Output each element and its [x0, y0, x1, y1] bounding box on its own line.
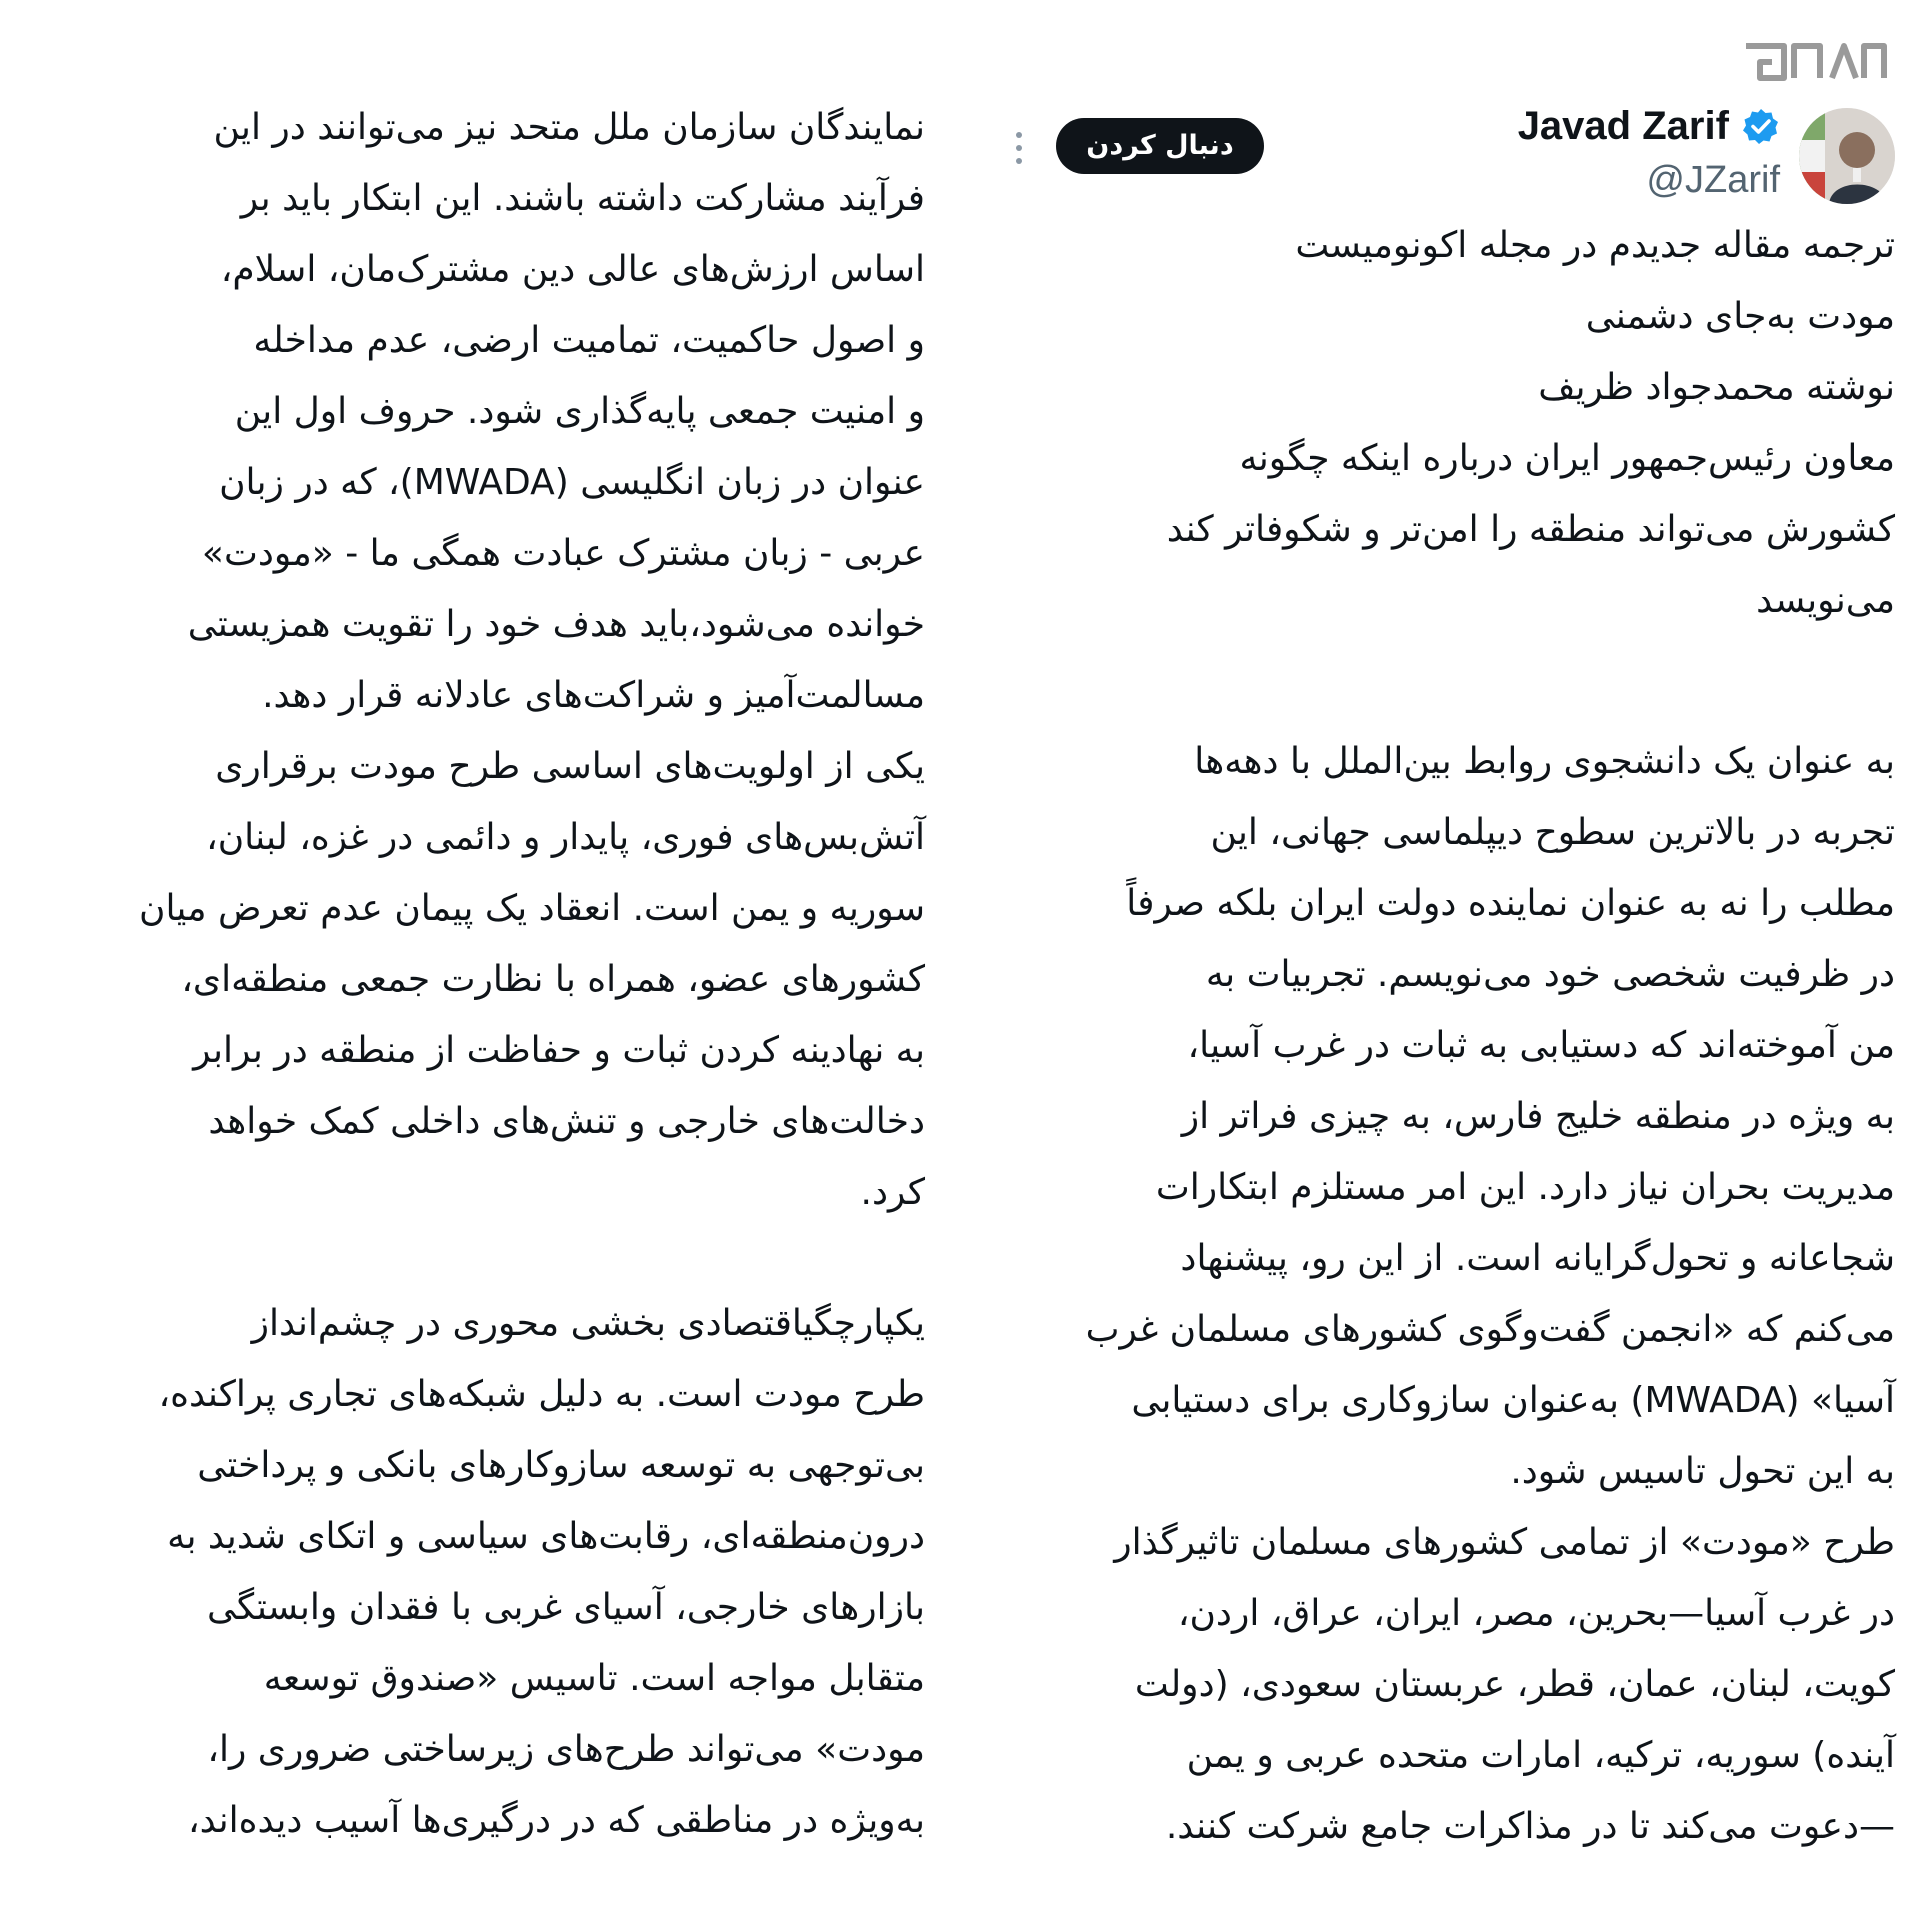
text-line: در ظرفیت شخصی خود می‌نویسم. تجربیات به — [1205, 954, 1895, 995]
text-line: کرد. — [860, 1172, 925, 1213]
verified-badge-icon — [1742, 107, 1780, 145]
text-line: یکی از اولویت‌های اساسی طرح مودت برقراری — [215, 746, 925, 787]
text-line: شجاعانه و تحول‌گرایانه است. از این رو، پیشنهاد — [1180, 1238, 1895, 1279]
text-line: و اصول حاکمیت، تمامیت ارضی، عدم مداخله — [253, 320, 925, 361]
author-handle[interactable]: @JZarif — [1646, 159, 1780, 201]
text-line: آسیا» (MWADA) به‌عنوان سازوکاری برای دستیابی — [1131, 1380, 1895, 1421]
text-line: مودت» می‌تواند طرح‌های زیرساختی ضروری را، — [207, 1729, 925, 1770]
paragraph-gap — [35, 1228, 925, 1288]
text-line: اساس ارزش‌های عالی دین مشترک‌مان، اسلام، — [220, 249, 925, 290]
avatar-image — [1799, 108, 1895, 204]
tweet-text-right-column — [985, 210, 1895, 1862]
text-line: به این تحول تاسیس شود. — [1510, 1451, 1895, 1492]
text-line: ترجمه مقاله جدیدم در مجله اکونومیست — [1295, 225, 1895, 266]
text-line: بی‌توجهی به توسعه سازوکارهای بانکی و پرداختی — [197, 1445, 925, 1486]
text-line: کشورهای عضو، همراه با نظارت جمعی منطقه‌ای، — [181, 959, 925, 1000]
text-line: عربی - زبان مشترک عبادت همگی ما - «مودت» — [201, 533, 925, 574]
site-logo-watermark — [1740, 32, 1890, 90]
text-line: مطلب را نه به عنوان نماینده دولت ایران بلکه صرفاً — [1126, 883, 1895, 924]
text-line: سوریه و یمن است. انعقاد یک پیمان عدم تعرض میان — [139, 888, 925, 929]
tweet-text-left-column — [35, 92, 925, 1856]
text-line: به‌ویژه در مناطقی که در درگیری‌ها آسیب دیده‌اند، — [188, 1800, 925, 1841]
text-line: به عنوان یک دانشجوی روابط بین‌الملل با دهه‌ها — [1194, 741, 1895, 782]
text-line: طرح «مودت» از تمامی کشورهای مسلمان تاثیرگذار — [1114, 1522, 1895, 1563]
text-line: به ویژه در منطقه خلیج فارس، به چیزی فراتر از — [1181, 1096, 1895, 1137]
text-line: مودت به‌جای دشمنی — [1585, 296, 1895, 337]
text-line: می‌نویسد — [1756, 580, 1895, 621]
profile-avatar[interactable] — [1799, 108, 1895, 204]
text-line: دخالت‌های خارجی و تنش‌های داخلی کمک خواهد — [208, 1101, 925, 1142]
text-line: تجربه در بالاترین سطوح دیپلماسی جهانی، این — [1210, 812, 1895, 853]
text-line: بازارهای خارجی، آسیای غربی با فقدان وابستگی — [207, 1587, 925, 1628]
text-line: من آموخته‌اند که دستیابی به ثبات در غرب آسیا، — [1187, 1025, 1895, 1066]
text-line: آتش‌بس‌های فوری، پایدار و دائمی در غزه، لبنان، — [206, 817, 925, 858]
text-line: عنوان در زبان انگلیسی (MWADA)، که در زبان — [219, 462, 925, 503]
text-line: در غرب آسیا—بحرین، مصر، ایران، عراق، اردن، — [1177, 1593, 1895, 1634]
text-line: فرآیند مشارکت داشته باشند. این ابتکار باید بر — [240, 178, 925, 219]
text-line: یکپارچگیاقتصادی بخشی محوری در چشم‌انداز — [251, 1303, 925, 1344]
follow-button[interactable]: دنبال کردن — [1056, 118, 1264, 174]
text-line: طرح مودت است. به دلیل شبکه‌های تجاری پراکنده، — [158, 1374, 925, 1415]
text-line: خوانده می‌شود،باید هدف خود را تقویت همزیستی — [187, 604, 925, 645]
text-line: و امنیت جمعی پایه‌گذاری شود. حروف اول این — [234, 391, 925, 432]
text-line: کشورش می‌تواند منطقه را امن‌تر و شکوفاتر کند — [1166, 509, 1895, 550]
text-line: آینده) سوریه، ترکیه، امارات متحده عربی و یمن — [1186, 1735, 1895, 1776]
text-line: درون‌منطقه‌ای، رقابت‌های سیاسی و اتکای شدید به — [167, 1516, 925, 1557]
text-line: مسالمت‌آمیز و شراکت‌های عادلانه قرار دهد. — [262, 675, 925, 716]
text-line: نوشته محمدجواد ظریف — [1538, 367, 1895, 408]
text-line: نمایندگان سازمان ملل متحد نیز می‌توانند در این — [213, 107, 925, 148]
user-info — [1518, 100, 1780, 204]
tweet-header — [1000, 100, 1895, 210]
text-line: مدیریت بحران نیاز دارد. این امر مستلزم ابتکارات — [1155, 1167, 1895, 1208]
text-line: معاون رئیس‌جمهور ایران درباره اینکه چگونه — [1239, 438, 1895, 479]
text-line: می‌کنم که «انجمن گفت‌وگوی کشورهای مسلمان غرب — [1085, 1309, 1895, 1350]
author-display-name[interactable]: Javad Zarif — [1517, 104, 1729, 148]
text-line: متقابل مواجه است. تاسیس «صندوق توسعه — [263, 1658, 925, 1699]
text-line: به نهادینه کردن ثبات و حفاظت از منطقه در برابر — [193, 1030, 925, 1071]
text-line: کویت، لبنان، عمان، قطر، عربستان سعودی، (دولت — [1134, 1664, 1895, 1705]
text-line: —دعوت می‌کند تا در مذاکرات جامع شرکت کنند. — [1165, 1806, 1895, 1847]
paragraph-gap — [985, 636, 1895, 726]
vertical-dots-icon[interactable] — [1012, 130, 1026, 166]
